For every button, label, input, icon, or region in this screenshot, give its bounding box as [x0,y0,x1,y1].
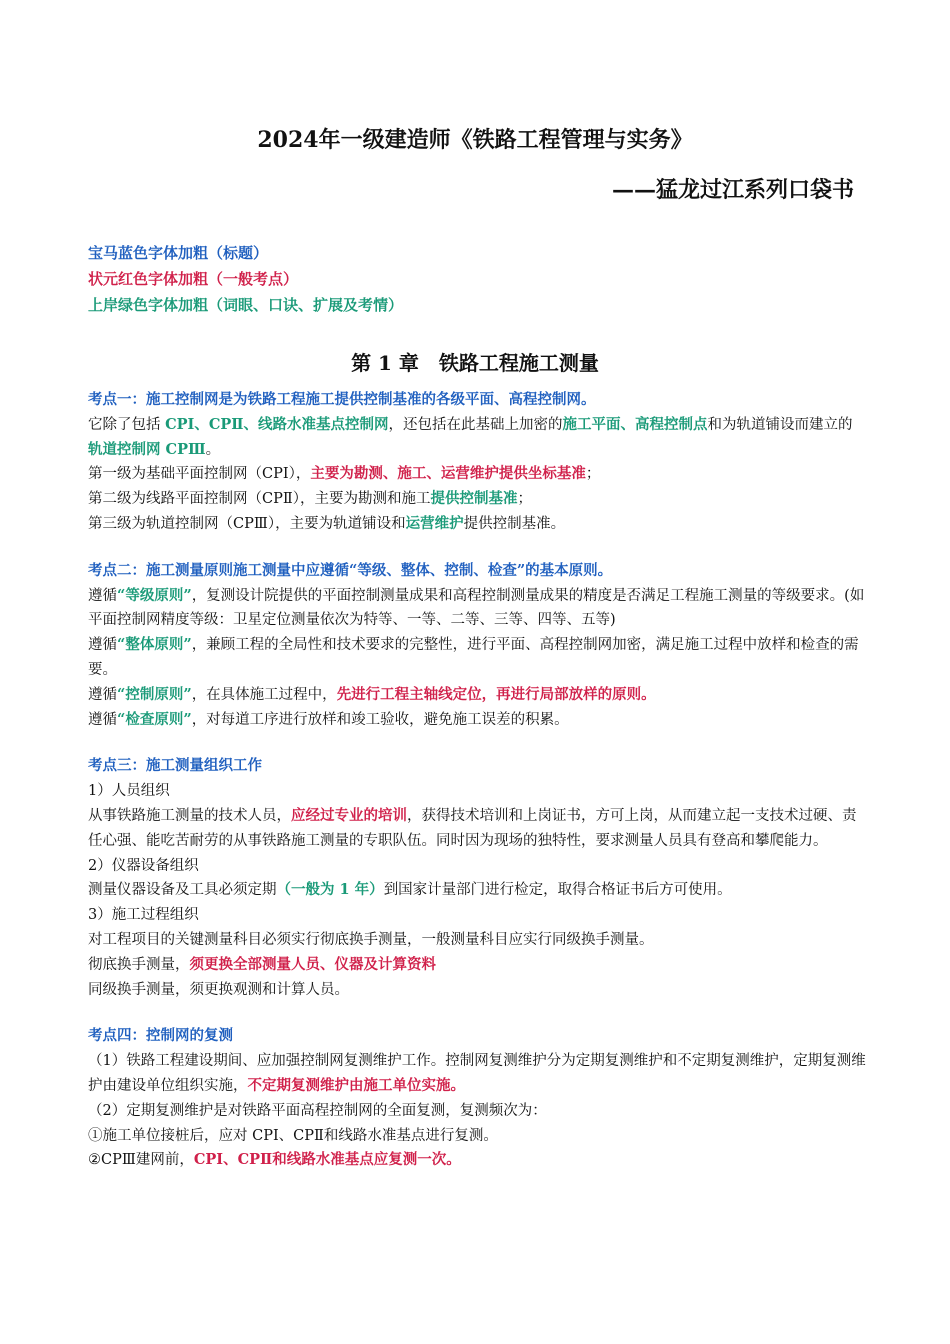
legend-blue: 宝马蓝色字体加粗（标题） [88,244,269,262]
section-heading: 考点二：施工测量原则施工测量中应遵循“等级、整体、控制、检查”的基本原则。 [88,561,613,579]
body-paragraph [88,1049,866,1099]
document-title: 2024年一级建造师《铁路工程管理与实务》 [257,127,693,153]
highlight-green: 施工平面、高程控制点 [562,415,708,433]
legend-red: 状元红色字体加粗（一般考点） [88,270,299,288]
text-run: 同级换手测量，须更换观测和计算人员。 [88,981,349,998]
body-paragraph [88,1099,866,1124]
body-paragraph [88,462,866,487]
section-heading: 考点一：施工控制网是为铁路工程施工提供控制基准的各级平面、高程控制网。 [88,391,596,408]
text-run: 遵循 [88,711,117,728]
text-run: 从事铁路施工测量的技术人员， [88,807,291,824]
highlight-green: “控制原则” [117,685,192,703]
body-paragraph [88,779,866,804]
highlight-red: 应经过专业的培训 [291,806,407,824]
text-run: ，复测设计院提供的平面控制测量成果和高程控制测量成果的精度是否满足工程施工测量的等级要求。(如平面控制网精度等级：卫星定位测量依次为特等、一等、二等、三等、四等、五等) [88,587,865,629]
highlight-green: 运营维护 [405,514,464,532]
body-paragraph [88,878,866,903]
highlight-green: （一般为 1 年） [276,881,384,899]
body-paragraph [88,584,866,634]
text-run: 它除了包括 [88,416,166,433]
section-heading: 考点四：控制网的复测 [88,1027,233,1045]
highlight-green: 提供控制基准 [430,490,518,508]
highlight-green: “整体原则” [117,636,192,654]
text-run: （1）铁路工程建设期间、应加强控制网复测维护工作。控制网复测维护分为定期复测维护和不定期复测维护，定期复测维护由建设单位组织实施， [88,1053,866,1094]
text-run: 遵循 [88,637,117,654]
highlight-red: 不定期复测维护由施工单位实施。 [247,1076,465,1094]
highlight-red: 须更换全部测量人员、仪器及计算资料 [189,955,436,973]
section-gap [88,1002,866,1024]
body-paragraph [88,804,866,854]
text-run: 彻底换手测量， [88,956,190,973]
text-run: 到国家计量部门进行检定，取得合格证书后方可使用。 [383,882,732,899]
document-body [88,388,866,1173]
highlight-green: CPI、CPⅡ、线路水准基点控制网 [165,415,389,433]
text-run: 。 [205,441,221,458]
body-paragraph [88,633,866,683]
body-paragraph [88,512,866,537]
text-run: ； [585,466,601,483]
body-paragraph [88,953,866,978]
highlight-green: “检查原则” [117,710,192,728]
text-run: 第三级为轨道控制网（CPⅢ），主要为轨道铺设和 [88,515,406,532]
text-run: 2）仪器设备组织 [88,857,199,874]
text-run: ，对每道工序进行放样和竣工验收，避免施工误差的积累。 [191,711,569,728]
body-paragraph [88,683,866,708]
text-run: 遵循 [88,686,117,703]
text-run: ，还包括在此基础上加密的 [388,416,563,433]
text-run: ②CPⅢ建网前， [88,1152,194,1169]
body-paragraph [88,1124,866,1149]
section-heading: 考点三：施工测量组织工作 [88,757,262,775]
text-run: ，在具体施工过程中， [191,686,337,703]
text-run: 对工程项目的关键测量科目必须实行彻底换手测量，一般测量科目应实行同级换手测量。 [88,931,654,948]
text-run: ，获得技术培训和上岗证书，方可上岗，从而建立起一支技术过硬、责任心强、能吃苦耐劳的从事铁路施工测量的专职队伍。同时因为现场的独特性，要求测量人员具有登高和攀爬能力。 [88,807,857,849]
text-run: 1）人员组织 [88,783,170,800]
text-run: （2）定期复测维护是对铁路平面高程控制网的全面复测，复测频次为： [88,1102,547,1119]
highlight-red: 先进行工程主轴线定位，再进行局部放样的原则。 [336,685,656,703]
highlight-green: 轨道控制网 CPⅢ [88,440,206,458]
body-paragraph [88,854,866,879]
text-run: 和为轨道铺设而建立的 [707,416,853,433]
body-paragraph [88,903,866,928]
text-run: 第二级为线路平面控制网（CPⅡ），主要为勘测和施工 [88,491,431,508]
highlight-red: CPI、CPⅡ和线路水准基点应复测一次。 [193,1151,461,1169]
legend-green: 上岸绿色字体加粗（词眼、口诀、扩展及考情） [88,296,404,314]
text-run: 测量仪器设备及工具必须定期 [88,882,277,899]
chapter-title: 第 1 章 铁路工程施工测量 [351,351,599,375]
text-run: ，兼顾工程的全局性和技术要求的完整性，进行平面、高程控制网加密，满足施工过程中放样和检查的需要。 [88,637,859,678]
section-gap [88,732,866,754]
document-subtitle: ——猛龙过江系列口袋书 [611,177,854,203]
body-paragraph [88,413,866,463]
text-run: ； [517,491,532,508]
section-gap [88,537,866,559]
text-run: ①施工单位接桩后，应对 CPI、CPⅡ和线路水准基点进行复测。 [88,1127,498,1144]
text-run: 3）施工过程组织 [88,907,199,924]
body-paragraph [88,487,866,512]
highlight-red: 主要为勘测、施工、运营维护提供坐标基准 [310,465,586,483]
body-paragraph [88,708,866,733]
highlight-green: “等级原则” [117,586,192,604]
text-run: 提供控制基准。 [463,515,566,532]
body-paragraph [88,928,866,953]
body-paragraph [88,1148,866,1173]
body-paragraph [88,978,866,1003]
color-legend [88,240,403,318]
text-run: 遵循 [88,587,117,604]
text-run: 第一级为基础平面控制网（CPⅠ）， [88,466,311,483]
